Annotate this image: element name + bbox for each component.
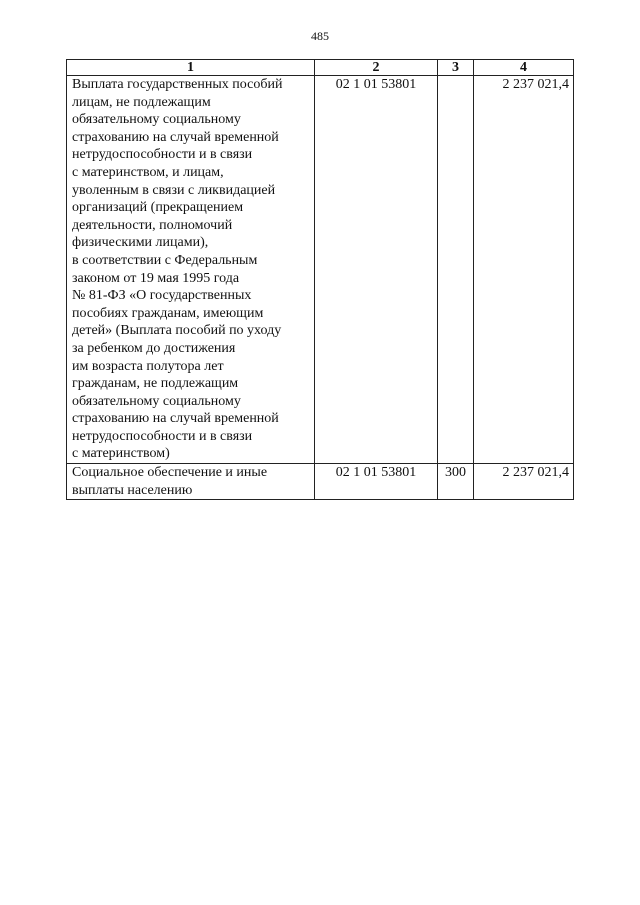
header-col-4: 4 xyxy=(474,60,574,76)
name-line: законом от 19 мая 1995 года xyxy=(72,270,240,286)
name-line: Выплата государственных пособий xyxy=(72,77,283,92)
row-sum-cell: 2 237 021,4 xyxy=(474,76,574,464)
name-line: обязательному социальному xyxy=(72,393,241,409)
table-row xyxy=(67,76,574,464)
row-code-cell: 02 1 01 53801 xyxy=(315,464,438,500)
page-number: 485 xyxy=(311,29,329,43)
name-line: с материнством, и лицам, xyxy=(72,164,224,180)
budget-table xyxy=(66,59,574,500)
table-header-row xyxy=(67,60,574,76)
name-line: лицам, не подлежащим xyxy=(72,94,211,110)
name-line: за ребенком до достижения xyxy=(72,340,236,356)
name-line: в соответствии с Федеральным xyxy=(72,252,258,268)
name-line: уволенным в связи с ликвидацией xyxy=(72,182,276,198)
name-line: Социальное обеспечение и иные xyxy=(72,465,268,481)
row-code-cell: 02 1 01 53801 xyxy=(315,76,438,464)
name-line: пособиях гражданам, имеющим xyxy=(72,305,264,321)
name-line: обязательному социальному xyxy=(72,112,241,128)
name-line: страхованию на случай временной xyxy=(72,411,279,427)
name-line: с материнством) xyxy=(72,446,170,462)
name-line: нетрудоспособности и в связи xyxy=(72,147,253,163)
name-line: гражданам, не подлежащим xyxy=(72,376,239,392)
row-type-cell: 300 xyxy=(438,464,474,500)
header-col-3: 3 xyxy=(438,60,474,76)
name-line: нетрудоспособности и в связи xyxy=(72,428,253,444)
table-body xyxy=(67,76,574,500)
name-line: детей» (Выплата пособий по уходу xyxy=(72,323,282,339)
name-line: № 81-ФЗ «О государственных xyxy=(72,288,252,304)
name-line: организаций (прекращением xyxy=(72,200,244,216)
row-name-cell xyxy=(67,76,315,464)
header-col-2: 2 xyxy=(315,60,438,76)
row-type-cell xyxy=(438,76,474,464)
row-sum-cell: 2 237 021,4 xyxy=(474,464,574,500)
table-row xyxy=(67,464,574,500)
name-line: физическими лицами), xyxy=(72,235,209,251)
name-line: им возраста полутора лет xyxy=(72,358,224,374)
name-line: страхованию на случай временной xyxy=(72,129,279,145)
name-line: выплаты населению xyxy=(72,482,193,498)
header-col-1: 1 xyxy=(67,60,315,76)
name-line: деятельности, полномочий xyxy=(72,217,233,233)
row-name-cell xyxy=(67,464,315,500)
